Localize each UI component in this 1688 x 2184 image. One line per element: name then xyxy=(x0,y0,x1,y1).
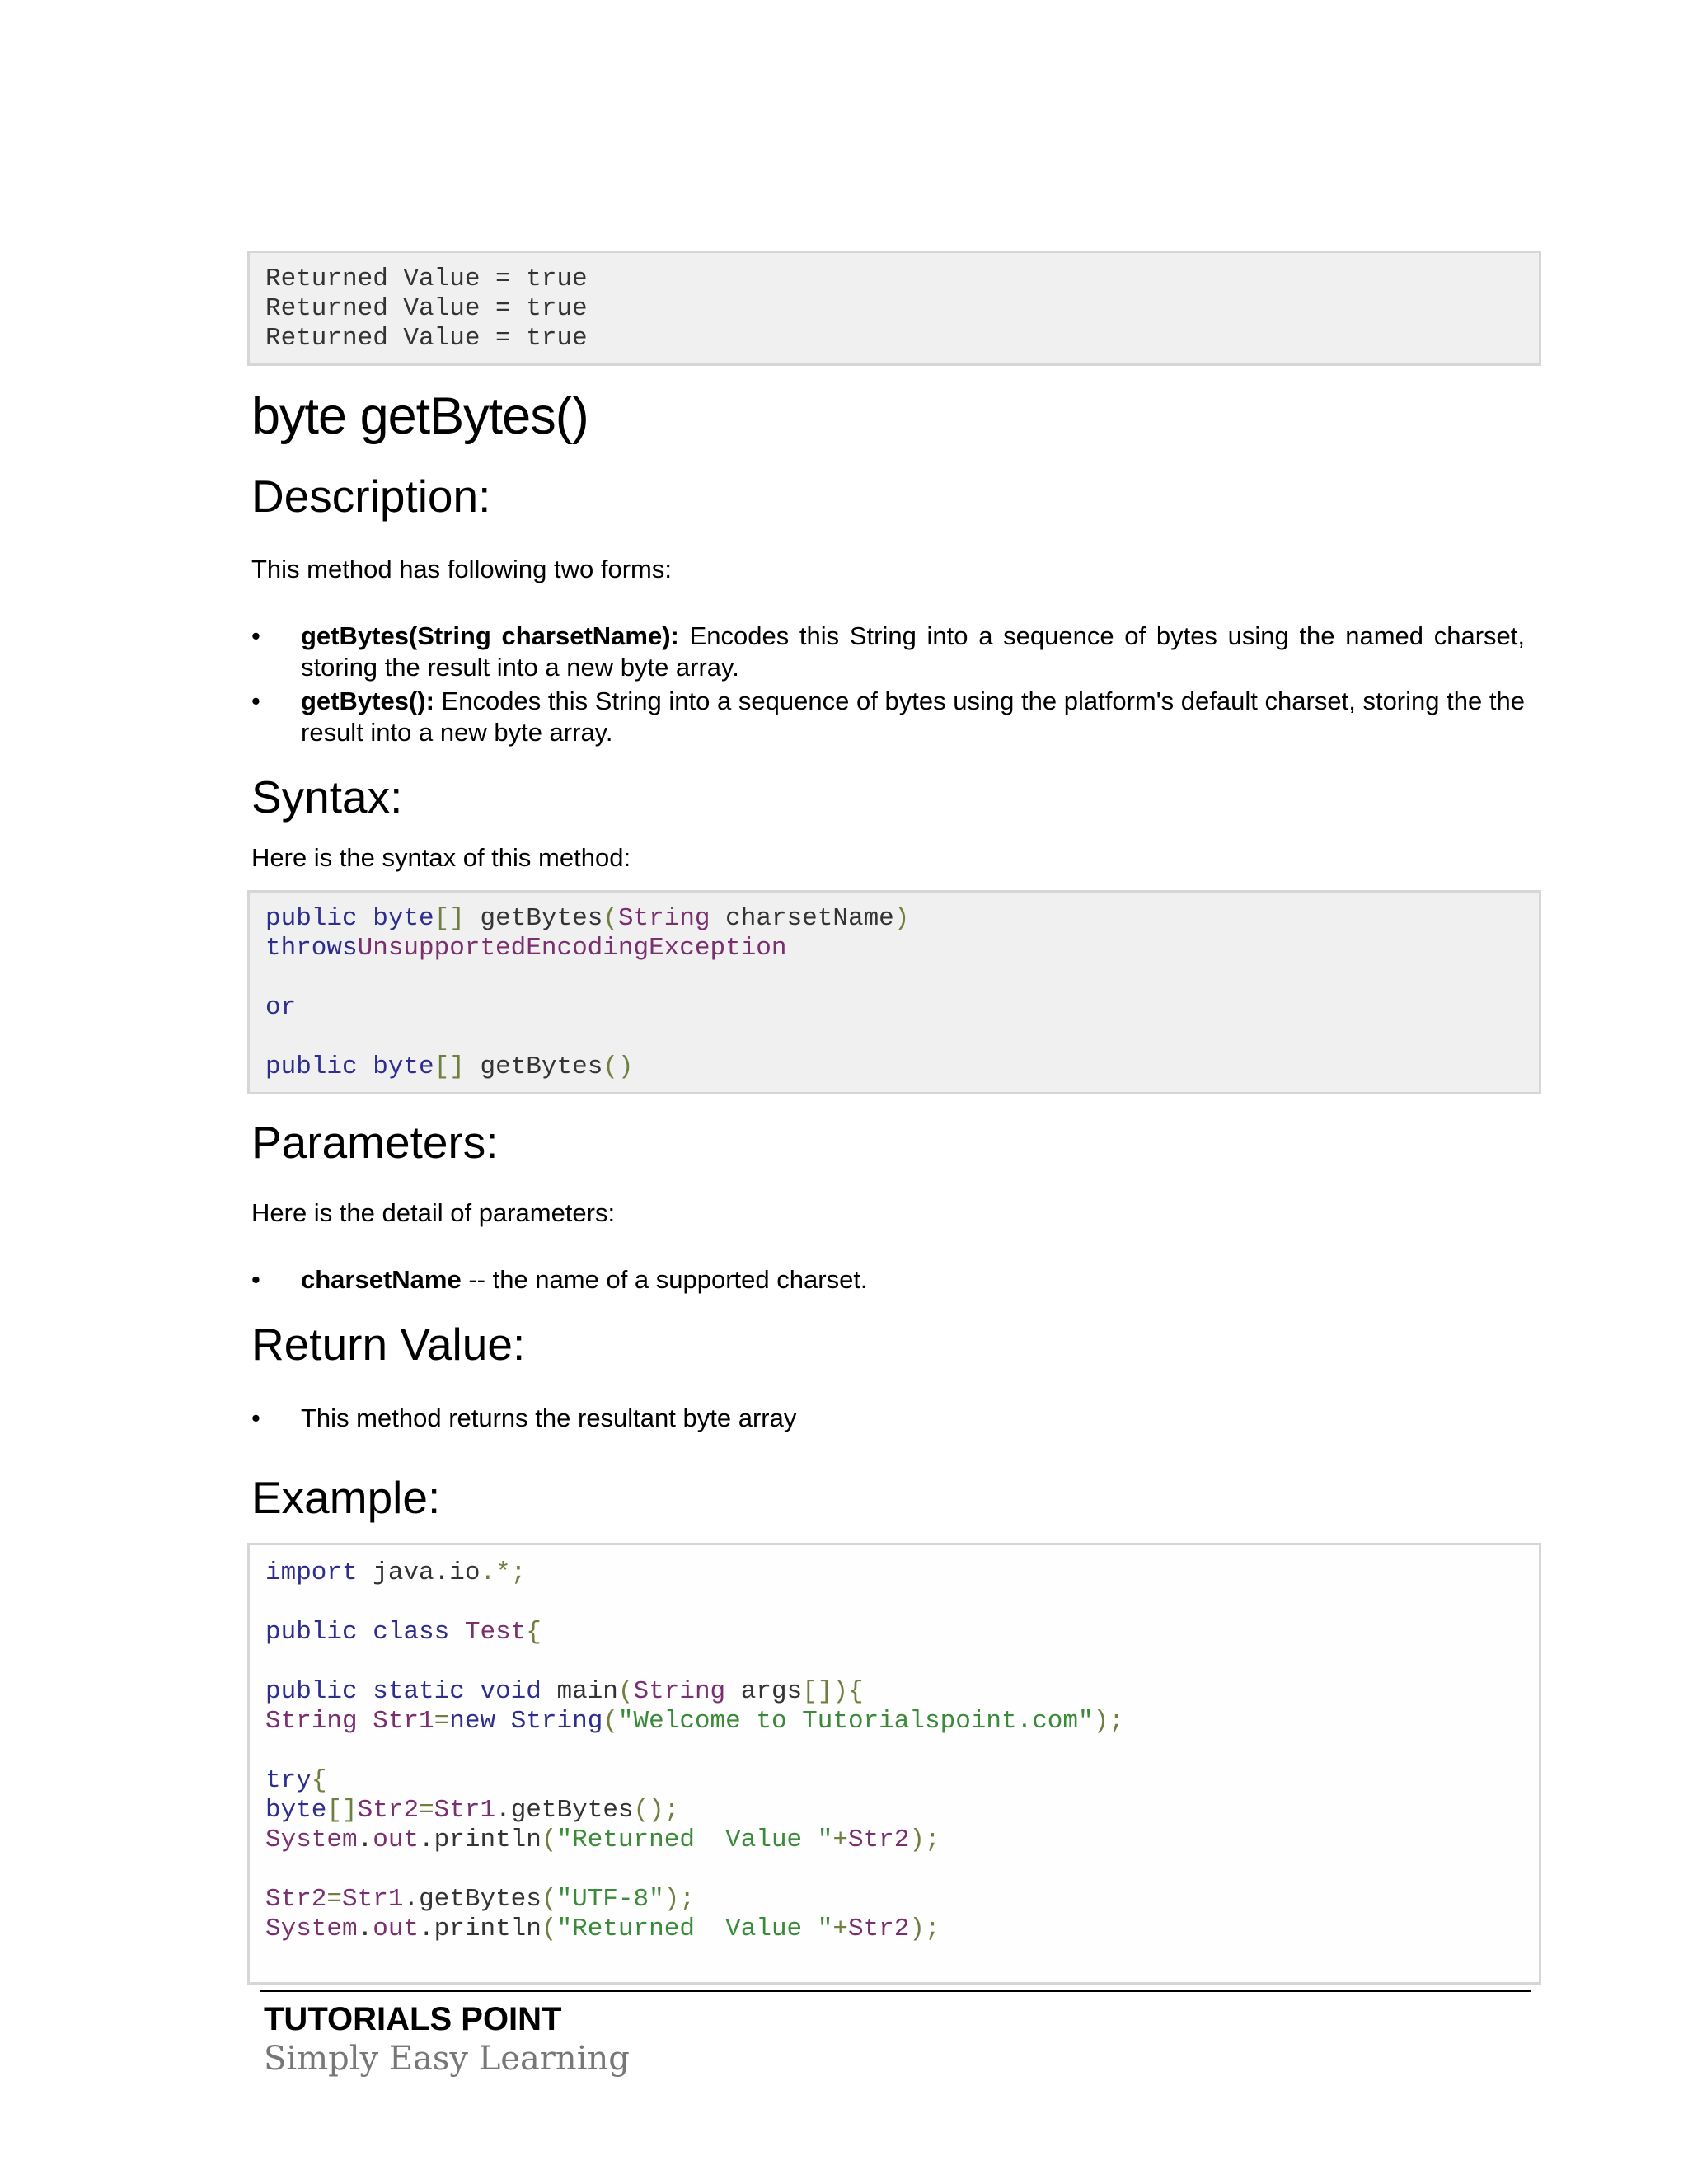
code-token: ( xyxy=(541,1885,557,1914)
list-item xyxy=(251,1403,1525,1434)
code-token: String xyxy=(617,904,710,933)
code-token: System xyxy=(265,1915,358,1943)
description-intro: This method has following two forms: xyxy=(251,555,672,583)
code-token: ( xyxy=(603,1707,618,1736)
parameters-heading: Parameters: xyxy=(251,1117,499,1168)
code-token: public xyxy=(265,1618,358,1647)
code-token: class xyxy=(373,1618,450,1647)
code-token: main xyxy=(556,1677,618,1706)
bullet-term: getBytes(String charsetName): xyxy=(301,621,679,650)
output-line: Returned Value = true xyxy=(265,265,588,293)
code-token: java.io xyxy=(357,1558,481,1587)
code-token: Str1 xyxy=(434,1796,496,1825)
list-item xyxy=(251,621,1525,683)
code-token: static xyxy=(373,1677,465,1706)
code-token: getBytes xyxy=(480,904,603,933)
code-token: new xyxy=(449,1707,496,1736)
bullet-text: Encodes this String into a sequence of bytes using the named charset, storing the result into a new byte array. xyxy=(301,621,1525,682)
example-heading: Example: xyxy=(251,1472,441,1523)
code-token: byte xyxy=(373,904,434,933)
return-value-heading: Return Value: xyxy=(251,1319,526,1370)
code-token: try xyxy=(265,1766,312,1795)
code-token: ( xyxy=(603,904,618,933)
bullet-icon: • xyxy=(251,1265,260,1294)
code-token: + xyxy=(832,1825,848,1854)
footer-brand: TUTORIALS POINT xyxy=(264,2001,562,2037)
code-token: or xyxy=(265,993,297,1022)
code-token: byte xyxy=(373,1052,434,1081)
code-token: void xyxy=(480,1677,542,1706)
code-token: charsetName xyxy=(725,904,894,933)
code-token: ); xyxy=(909,1825,940,1854)
code-token: throws xyxy=(265,934,358,963)
code-token: { xyxy=(526,1618,542,1647)
code-token: ); xyxy=(663,1885,695,1914)
code-token: . xyxy=(357,1825,373,1854)
output-code xyxy=(265,265,588,354)
output-line: Returned Value = true xyxy=(265,294,588,323)
code-token: getBytes xyxy=(480,1052,603,1081)
code-token: Str2 xyxy=(265,1885,327,1914)
code-token: + xyxy=(832,1915,848,1943)
code-token: = xyxy=(434,1707,450,1736)
code-token: byte xyxy=(265,1796,327,1825)
code-token: ) xyxy=(893,904,910,933)
code-token: String xyxy=(633,1677,726,1706)
code-token: getBytes xyxy=(510,1796,634,1825)
code-token: . xyxy=(357,1915,373,1943)
bullet-icon: • xyxy=(251,687,260,715)
code-token: = xyxy=(326,1885,343,1914)
syntax-code-block xyxy=(247,890,1541,1094)
code-token: "Welcome to Tutorialspoint.com" xyxy=(617,1707,1094,1736)
code-token: getBytes xyxy=(419,1885,542,1914)
list-item xyxy=(251,1264,1525,1296)
code-token: System xyxy=(265,1825,358,1854)
parameters-intro: Here is the detail of parameters: xyxy=(251,1198,616,1227)
code-token: [] xyxy=(434,904,465,933)
code-token: ( xyxy=(541,1825,557,1854)
code-token: . xyxy=(403,1885,420,1914)
page-title: byte getBytes() xyxy=(251,387,588,445)
list-item xyxy=(251,686,1525,748)
code-token: ( xyxy=(541,1915,557,1943)
code-token: "Returned Value " xyxy=(556,1915,833,1943)
code-token: Str2 xyxy=(847,1825,910,1854)
code-token: "UTF-8" xyxy=(556,1885,664,1914)
code-token: ); xyxy=(909,1915,940,1943)
code-token: Str2 xyxy=(847,1915,910,1943)
bullet-term: charsetName xyxy=(301,1265,462,1294)
bullet-text: This method returns the resultant byte array xyxy=(301,1404,797,1432)
code-token: public xyxy=(265,1677,358,1706)
bullet-text: -- the name of a supported charset. xyxy=(461,1265,868,1294)
syntax-intro: Here is the syntax of this method: xyxy=(251,843,631,872)
code-token: { xyxy=(311,1766,327,1795)
code-token: = xyxy=(419,1796,434,1825)
code-token: Test xyxy=(464,1618,527,1647)
code-token: [] xyxy=(326,1796,358,1825)
footer-tagline: Simply Easy Learning xyxy=(264,2040,630,2078)
code-token: args xyxy=(740,1677,803,1706)
code-token: "Returned Value " xyxy=(556,1825,833,1854)
code-token: [] xyxy=(434,1052,465,1081)
example-code xyxy=(265,1558,1124,1944)
description-heading: Description: xyxy=(251,471,491,522)
code-token: String xyxy=(510,1707,603,1736)
code-token: .*; xyxy=(480,1558,527,1587)
code-token: ( xyxy=(617,1677,634,1706)
code-token: . xyxy=(495,1796,511,1825)
code-token: public xyxy=(265,1052,358,1081)
code-token: . xyxy=(419,1825,434,1854)
code-token: . xyxy=(419,1915,434,1943)
code-token: Str1 xyxy=(373,1707,434,1736)
bullet-term: getBytes(): xyxy=(301,687,434,715)
code-token: out xyxy=(373,1915,420,1943)
bullet-icon: • xyxy=(251,1404,260,1432)
output-code-block xyxy=(247,251,1541,366)
syntax-heading: Syntax: xyxy=(251,771,403,823)
output-line: Returned Value = true xyxy=(265,324,588,353)
footer-divider xyxy=(260,1990,1531,1992)
code-token: String xyxy=(265,1707,358,1736)
example-code-block xyxy=(247,1543,1541,1985)
code-token: Str1 xyxy=(342,1885,404,1914)
code-token: ); xyxy=(1093,1707,1124,1736)
code-token: () xyxy=(603,1052,634,1081)
code-token: out xyxy=(373,1825,420,1854)
bullet-text: Encodes this String into a sequence of bytes using the platform's default charset, storing the the result into a new byte array. xyxy=(301,687,1525,747)
code-token: println xyxy=(434,1915,542,1943)
bullet-icon: • xyxy=(251,621,260,650)
code-token: println xyxy=(434,1825,542,1854)
code-token: public xyxy=(265,904,358,933)
code-token: []){ xyxy=(802,1677,864,1706)
syntax-code xyxy=(265,904,909,1082)
code-token: Str2 xyxy=(357,1796,420,1825)
code-token: UnsupportedEncodingException xyxy=(357,934,787,963)
code-token: import xyxy=(265,1558,358,1587)
code-token: (); xyxy=(633,1796,680,1825)
